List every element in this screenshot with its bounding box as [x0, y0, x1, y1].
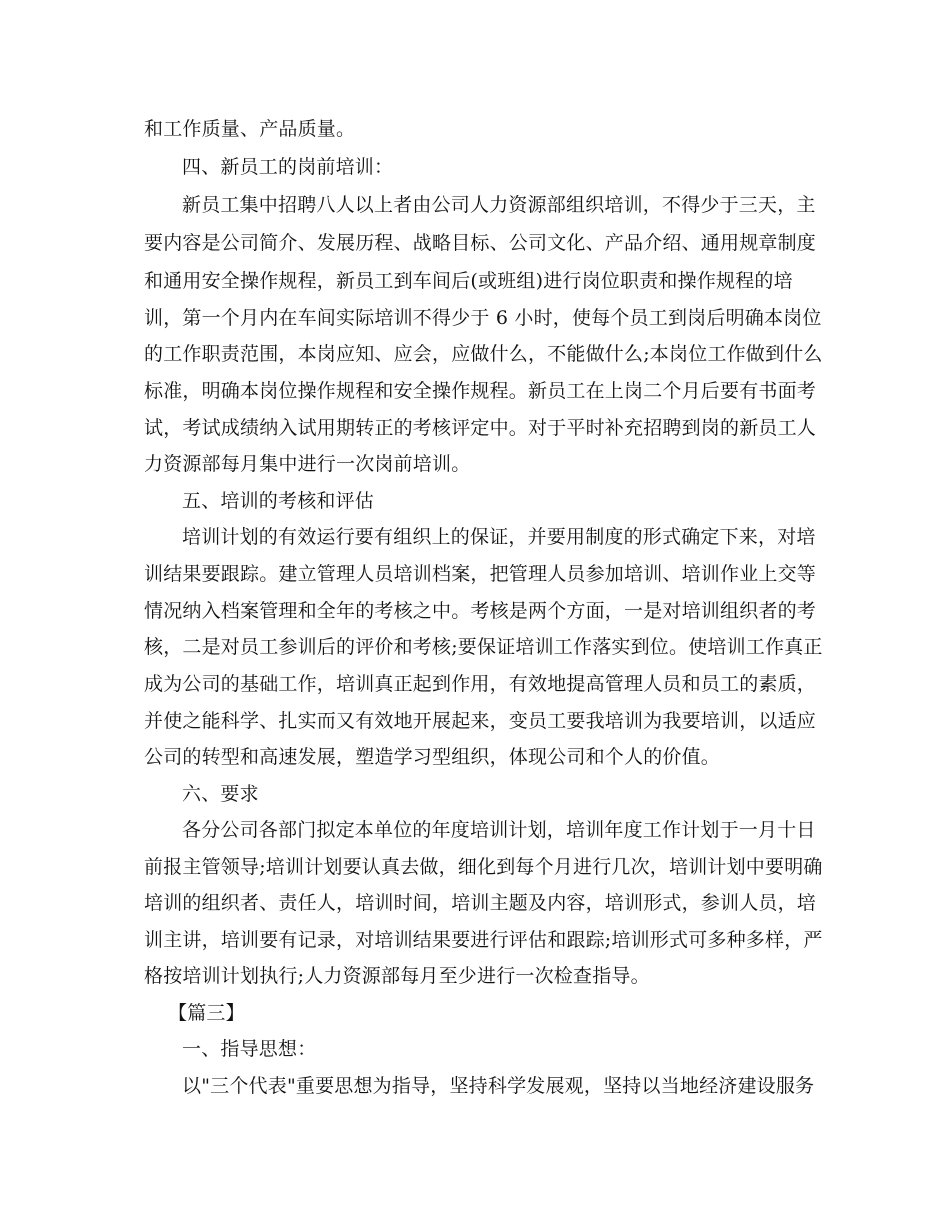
part-heading: 【篇三】	[168, 1002, 245, 1024]
section-heading: 四、新员工的岗前培训：	[182, 156, 394, 178]
text-line: 新员工集中招聘八人以上者由公司人力资源部组织培训，不得少于三天，主	[182, 194, 816, 216]
text-line: 各分公司各部门拟定本单位的年度培训计划，培训年度工作计划于一月十日	[182, 819, 816, 841]
text-line: 情况纳入档案管理和全年的考核之中。考核是两个方面，一是对培训组织者的考	[144, 600, 817, 622]
text-line: 并使之能科学、扎实而又有效地开展起来，变员工要我培训为我要培训，以适应	[144, 710, 817, 732]
text-line: 和工作质量、产品质量。	[144, 118, 356, 140]
text-line: 成为公司的基础工作，培训真正起到作用，有效地提高管理人员和员工的素质，	[144, 673, 817, 695]
section-heading: 一、指导思想：	[182, 1038, 317, 1060]
text-line: 训主讲，培训要有记录，对培训结果要进行评估和跟踪;培训形式可多种多样，严	[144, 929, 823, 951]
text-line: 的工作职责范围，本岗应知、应会，应做什么，不能做什么;本岗位工作做到什么	[144, 343, 823, 365]
text-line: 核，二是对员工参训后的评价和考核;要保证培训工作落实到位。使培训工作真正	[144, 636, 823, 658]
text-line: 以"三个代表"重要思想为指导，坚持科学发展观，坚持以当地经济建设服务	[182, 1075, 815, 1097]
text-line: 格按培训计划执行;人力资源部每月至少进行一次检查指导。	[144, 965, 650, 987]
text-line: 培训计划的有效运行要有组织上的保证，并要用制度的形式确定下来，对培	[182, 526, 816, 548]
text-line: 训，第一个月内在车间实际培训不得少于 6 小时，使每个员工到岗后明确本岗位	[144, 307, 822, 329]
text-line: 要内容是公司简介、发展历程、战略目标、公司文化、产品介绍、通用规章制度	[144, 232, 817, 254]
section-heading: 六、要求	[182, 783, 259, 805]
text-line: 训结果要跟踪。建立管理人员培训档案，把管理人员参加培训、培训作业上交等	[144, 563, 817, 585]
text-line: 标准，明确本岗位操作规程和安全操作规程。新员工在上岗二个月后要有书面考	[144, 380, 817, 402]
text-line: 试，考试成绩纳入试用期转正的考核评定中。对于平时补充招聘到岗的新员工人	[144, 417, 817, 439]
section-heading: 五、培训的考核和评估	[182, 490, 375, 512]
text-line: 前报主管领导;培训计划要认真去做，细化到每个月进行几次，培训计划中要明确	[144, 856, 823, 878]
text-line: 力资源部每月集中进行一次岗前培训。	[144, 453, 471, 475]
text-line: 和通用安全操作规程，新员工到车间后(或班组)进行岗位职责和操作规程的培	[144, 270, 793, 292]
text-line: 培训的组织者、责任人，培训时间，培训主题及内容，培训形式，参训人员，培	[144, 892, 817, 914]
text-line: 公司的转型和高速发展，塑造学习型组织，体现公司和个人的价值。	[144, 746, 721, 768]
